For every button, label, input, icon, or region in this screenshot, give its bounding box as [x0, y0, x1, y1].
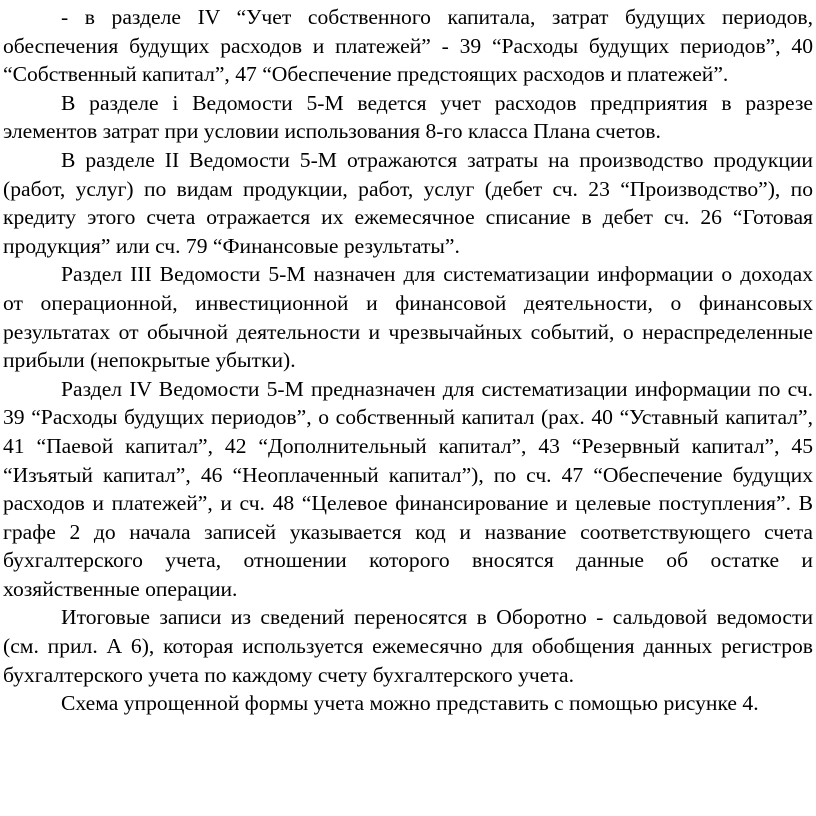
paragraph-summary-records: Итоговые записи из сведений переносятся в Оборотно - сальдовой ведомости (см. прил. А 6), которая используется ежемесячно для обобщения данных регистров бухгалтерского учета по каждому счету бухгалтерского учета.	[3, 605, 813, 687]
paragraph-section-ii: В разделе II Ведомости 5-М отражаются затраты на производство продукции (работ, услуг) по видам продукции, работ, услуг (дебет сч. 23 “Производство”), по кредиту этого счета отражается их ежемесячное списание в дебет сч. 26 “Готовая продукция” или сч. 79 “Финансовые результаты”.	[3, 147, 813, 258]
paragraph-scheme-reference: Схема упрощенной формы учета можно представить с помощью рисунке 4.	[61, 691, 759, 716]
document-page	[3, 3, 813, 718]
paragraph-section-iv: Раздел IV Ведомости 5-М предназначен для систематизации информации по сч. 39 “Расходы будущих периодов”, о собственный капитал (рах. 40 “Уставный капитал”, 41 “Паевой капитал”, 42 “Дополнительный капитал”, 43 “Резервный капитал”, 45 “Изъятый капитал”, 46 “Неоплаченный капитал”), по сч. 47 “Обеспечение будущих расходов и платежей”, и сч. 48 “Целевое финансирование и целевые поступления”. В графе 2 до начала записей указывается код и название соответствующего счета бухгалтерского учета, отношении которого вносятся данные об остатке и хозяйственные операции.	[3, 376, 813, 601]
paragraph-section-iv-list-item: - в разделе IV “Учет собственного капитала, затрат будущих периодов, обеспечения будущих расходов и платежей” - 39 “Расходы будущих периодов”, 40 “Собственный капитал”, 47 “Обеспечение предстоящих расходов и платежей”.	[3, 5, 813, 87]
paragraph-section-iii: Раздел III Ведомости 5-М назначен для систематизации информации о доходах от операционной, инвестиционной и финансовой деятельности, о финансовых результатах от обычной деятельности и чрезвычайных событий, о нераспределенные прибыли (непокрытые убытки).	[3, 262, 813, 373]
paragraph-section-i: В разделе і Ведомости 5-М ведется учет расходов предприятия в разрезе элементов затрат при условии использования 8-го класса Плана счетов.	[3, 90, 813, 144]
